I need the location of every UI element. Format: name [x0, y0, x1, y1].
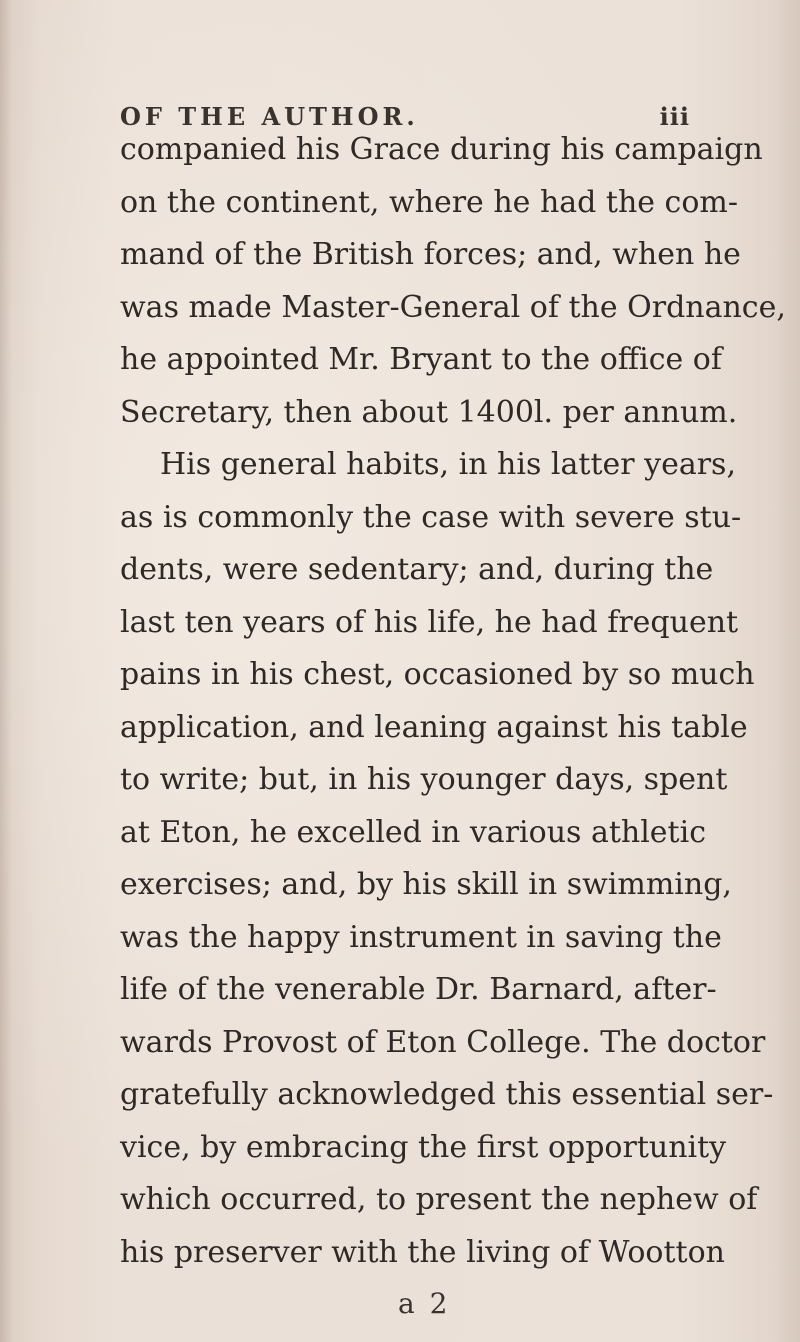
text-line: was the happy instrument in saving the	[120, 919, 722, 955]
text-line: vice, by embracing the first opportunity	[120, 1129, 727, 1165]
text-line: at Eton, he excelled in various athletic	[120, 814, 707, 850]
text-line: gratefully acknowledged this essential ser-	[120, 1077, 774, 1112]
text-line: he appointed Mr. Bryant to the office of	[120, 342, 722, 377]
signature-mark: a 2	[398, 1287, 451, 1320]
text-line: wards Provost of Eton College. The doctor	[120, 1024, 766, 1060]
text-line: last ten years of his life, he had frequent	[120, 604, 739, 640]
text-line: on the continent, where he had the com-	[120, 184, 739, 220]
text-line: application, and leaning against his table	[120, 709, 748, 745]
text-line: companied his Grace during his campaign	[120, 132, 763, 167]
text-line: pains in his chest, occasioned by so much	[120, 657, 755, 692]
text-line: life of the venerable Dr. Barnard, after-	[120, 972, 717, 1007]
page-number: iii	[659, 102, 690, 131]
text-line: which occurred, to present the nephew of	[120, 1182, 758, 1217]
running-head: OF THE AUTHOR.	[120, 102, 419, 131]
text-line: Secretary, then about 1400l. per annum.	[120, 394, 738, 430]
text-line: to write; but, in his younger days, spent	[120, 762, 728, 797]
text-line: exercises; and, by his skill in swimming,	[120, 867, 732, 902]
text-line: dents, were sedentary; and, during the	[120, 552, 714, 587]
text-line: as is commonly the case with severe stu-	[120, 499, 742, 535]
text-line: mand of the British forces; and, when he	[120, 237, 741, 272]
text-line: his preserver with the living of Wootton	[120, 1234, 725, 1270]
text-line: was made Master-General of the Ordnance,	[120, 289, 786, 325]
paragraph-start-line: His general habits, in his latter years,	[160, 447, 736, 482]
